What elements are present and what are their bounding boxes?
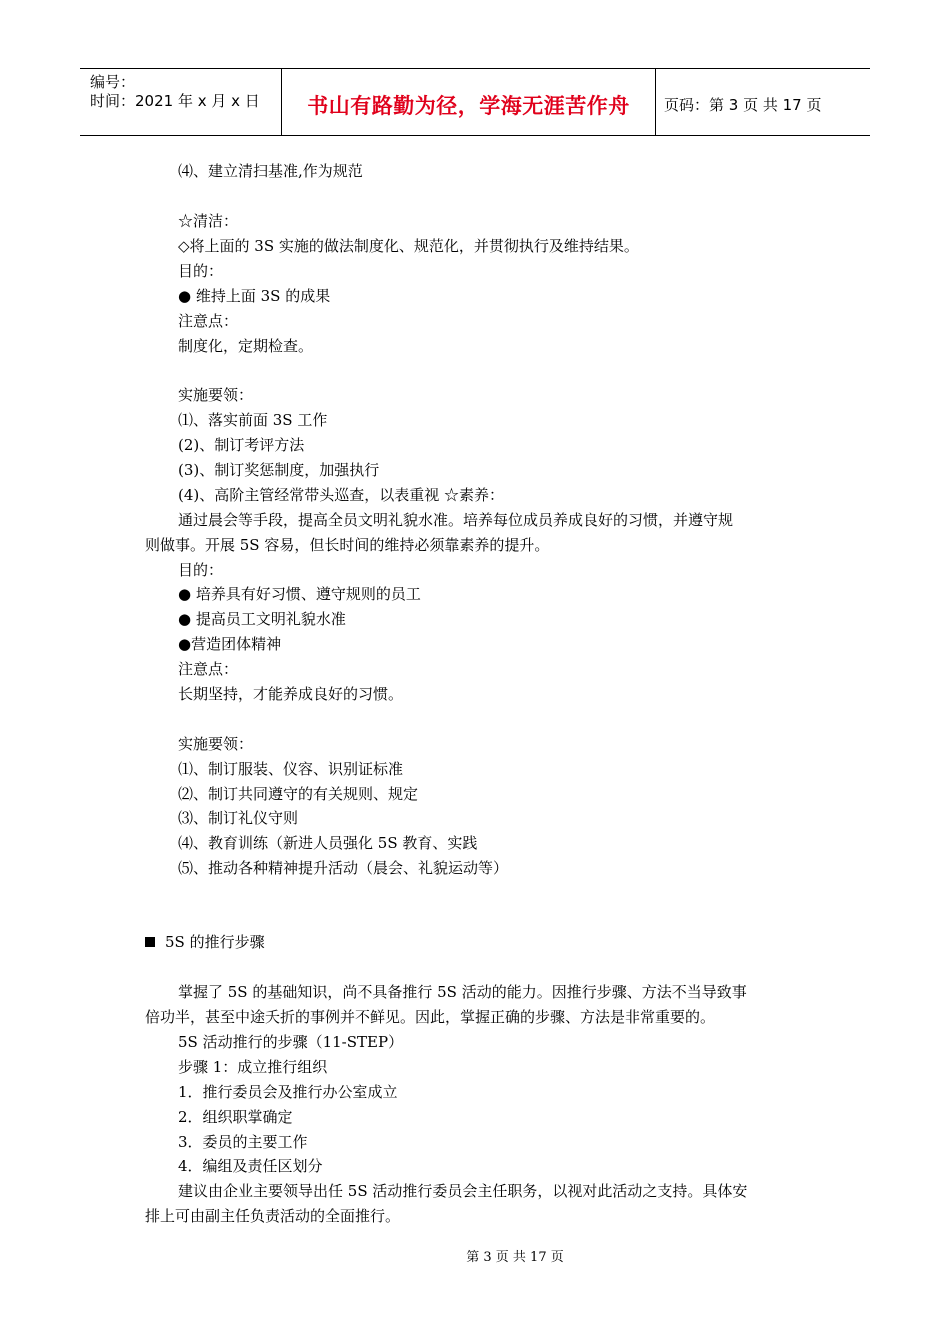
subheading: 5S 活动推行的步骤（11-STEP） (178, 1033, 404, 1051)
subheading: 目的： (178, 262, 224, 280)
paragraph-line: 排上可由副主任负责活动的全面推行。 (145, 1207, 401, 1225)
text-line: 长期坚持，才能养成良好的习惯。 (178, 685, 404, 703)
list-item: ⑸、推动各种精神提升活动（晨会、礼貌运动等） (178, 859, 509, 877)
subheading: 实施要领： (178, 386, 254, 404)
list-item: (2)、制订考评方法 (178, 436, 305, 454)
list-item: ⑴、制订服装、仪容、识别证标准 (178, 760, 404, 778)
bullet-item: ● 培养具有好习惯、遵守规则的员工 (178, 585, 421, 603)
list-item: ⑶、制订礼仪守则 (178, 809, 299, 827)
subheading: 注意点： (178, 312, 239, 330)
bullet-item: ● 提高员工文明礼貌水准 (178, 610, 346, 628)
subheading: 实施要领： (178, 735, 254, 753)
header-time-label: 时间：2021 年 x 月 x 日 (90, 92, 260, 110)
paragraph-line: 掌握了 5S 的基础知识，尚不具备推行 5S 活动的能力。因推行步骤、方法不当导致事 (178, 983, 747, 1001)
header-number-label: 编号： (90, 73, 136, 91)
list-item: (4)、高阶主管经常带头巡查，以表重视 ☆素养： (178, 486, 505, 504)
text-line: ⑷、建立清扫基准,作为规范 (178, 162, 363, 180)
header-page-label: 页码：第 3 页 共 17 页 (664, 96, 822, 114)
text-line: ◇将上面的 3S 实施的做法制度化、规范化，并贯彻执行及维持结果。 (178, 237, 639, 255)
list-item: ⑵、制订共同遵守的有关规则、规定 (178, 785, 419, 803)
subheading: 步骤 1：成立推行组织 (178, 1058, 328, 1076)
page-footer: 第 3 页 共 17 页 (466, 1250, 564, 1265)
text-line: 制度化，定期检查。 (178, 337, 314, 355)
section-title (145, 932, 265, 952)
paragraph-line: 倍功半，甚至中途夭折的事例并不鲜见。因此，掌握正确的步骤、方法是非常重要的。 (145, 1008, 716, 1026)
list-item: 3．委员的主要工作 (178, 1133, 308, 1151)
paragraph-line: 建议由企业主要领导出任 5S 活动推行委员会主任职务，以视对此活动之支持。具体安 (178, 1182, 748, 1200)
subheading: 目的： (178, 561, 224, 579)
subheading: 注意点： (178, 660, 239, 678)
section-title-text: 5S 的推行步骤 (165, 933, 265, 951)
bullet-item: ●营造团体精神 (178, 635, 282, 653)
list-item: ⑷、教育训练（新进人员强化 5S 教育、实践 (178, 834, 478, 852)
list-item: 4．编组及责任区划分 (178, 1157, 323, 1175)
header-motto: 书山有路勤为径，学海无涯苦作舟 (307, 94, 630, 118)
bullet-item: ● 维持上面 3S 的成果 (178, 287, 331, 305)
list-item: ⑴、落实前面 3S 工作 (178, 411, 328, 429)
list-item: 2．组织职掌确定 (178, 1108, 293, 1126)
list-item: (3)、制订奖惩制度，加强执行 (178, 461, 380, 479)
list-item: 1．推行委员会及推行办公室成立 (178, 1083, 398, 1101)
paragraph-line: 通过晨会等手段，提高全员文明礼貌水准。培养每位成员养成良好的习惯，并遵守规 (178, 511, 734, 529)
square-bullet-icon (145, 937, 155, 947)
paragraph-line: 则做事。开展 5S 容易，但长时间的维持必须靠素养的提升。 (145, 536, 550, 554)
section-heading: ☆清洁： (178, 212, 239, 230)
